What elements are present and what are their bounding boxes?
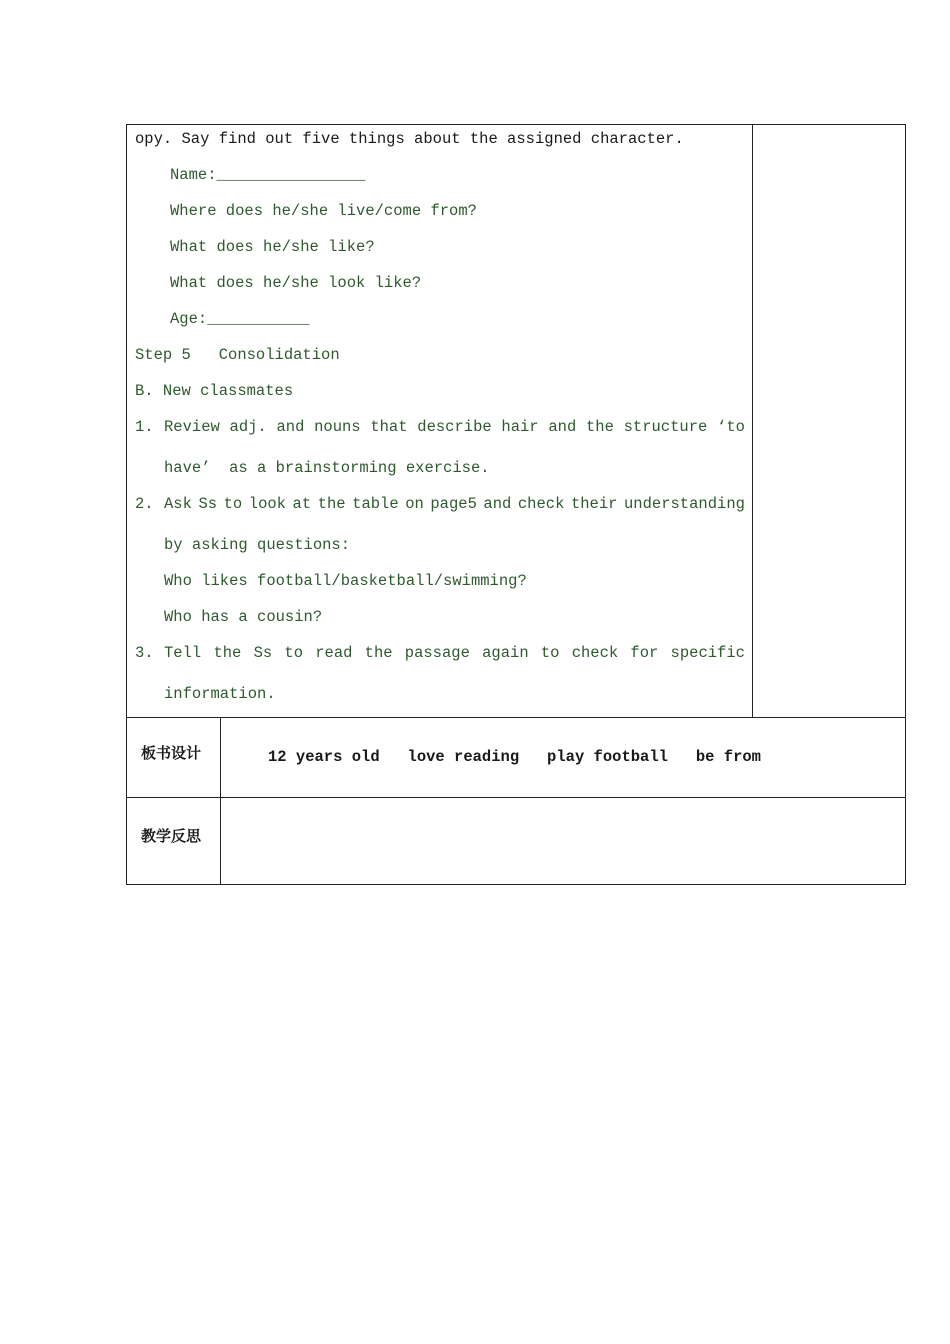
question-line: Where does he/she live/come from? [170, 202, 477, 220]
board-design-value: 12 years old love reading play football be from [268, 748, 761, 766]
list-item-continuation: information. [164, 685, 276, 703]
board-design-row [127, 718, 905, 798]
list-item-2: Ask Ss to look at the table on page5 and check their understanding [164, 495, 745, 513]
question-line: What does he/she look like? [170, 274, 422, 292]
board-design-cell [221, 718, 905, 797]
list-item-3: Tell the Ss to read the passage again to check for specific [164, 644, 745, 662]
section-heading: B. New classmates [135, 382, 294, 400]
question-line: Who likes football/basketball/swimming? [164, 572, 527, 590]
reflection-cell [221, 798, 905, 884]
procedure-content [127, 125, 753, 717]
list-number: 1. [135, 418, 154, 436]
lesson-table [126, 124, 906, 885]
question-line: Who has a cousin? [164, 608, 323, 626]
list-item-1: Review adj. and nouns that describe hair and the structure ‘to [164, 418, 745, 436]
board-design-label: 板书设计 [127, 718, 221, 797]
list-item-continuation: by asking questions: [164, 536, 351, 554]
age-field-line: Age:___________ [170, 310, 310, 328]
name-field-line: Name:________________ [170, 166, 366, 184]
list-item-continuation: have’ as a brainstorming exercise. [164, 459, 490, 477]
step-heading: Step 5 Consolidation [135, 346, 340, 364]
text-line: opy. Say find out five things about the assigned character. [135, 130, 684, 148]
notes-column [753, 125, 905, 717]
list-number: 3. [135, 644, 154, 662]
question-line: What does he/she like? [170, 238, 375, 256]
list-number: 2. [135, 495, 154, 513]
procedure-row [127, 125, 905, 718]
reflection-row [127, 798, 905, 884]
reflection-label: 教学反思 [127, 798, 221, 884]
